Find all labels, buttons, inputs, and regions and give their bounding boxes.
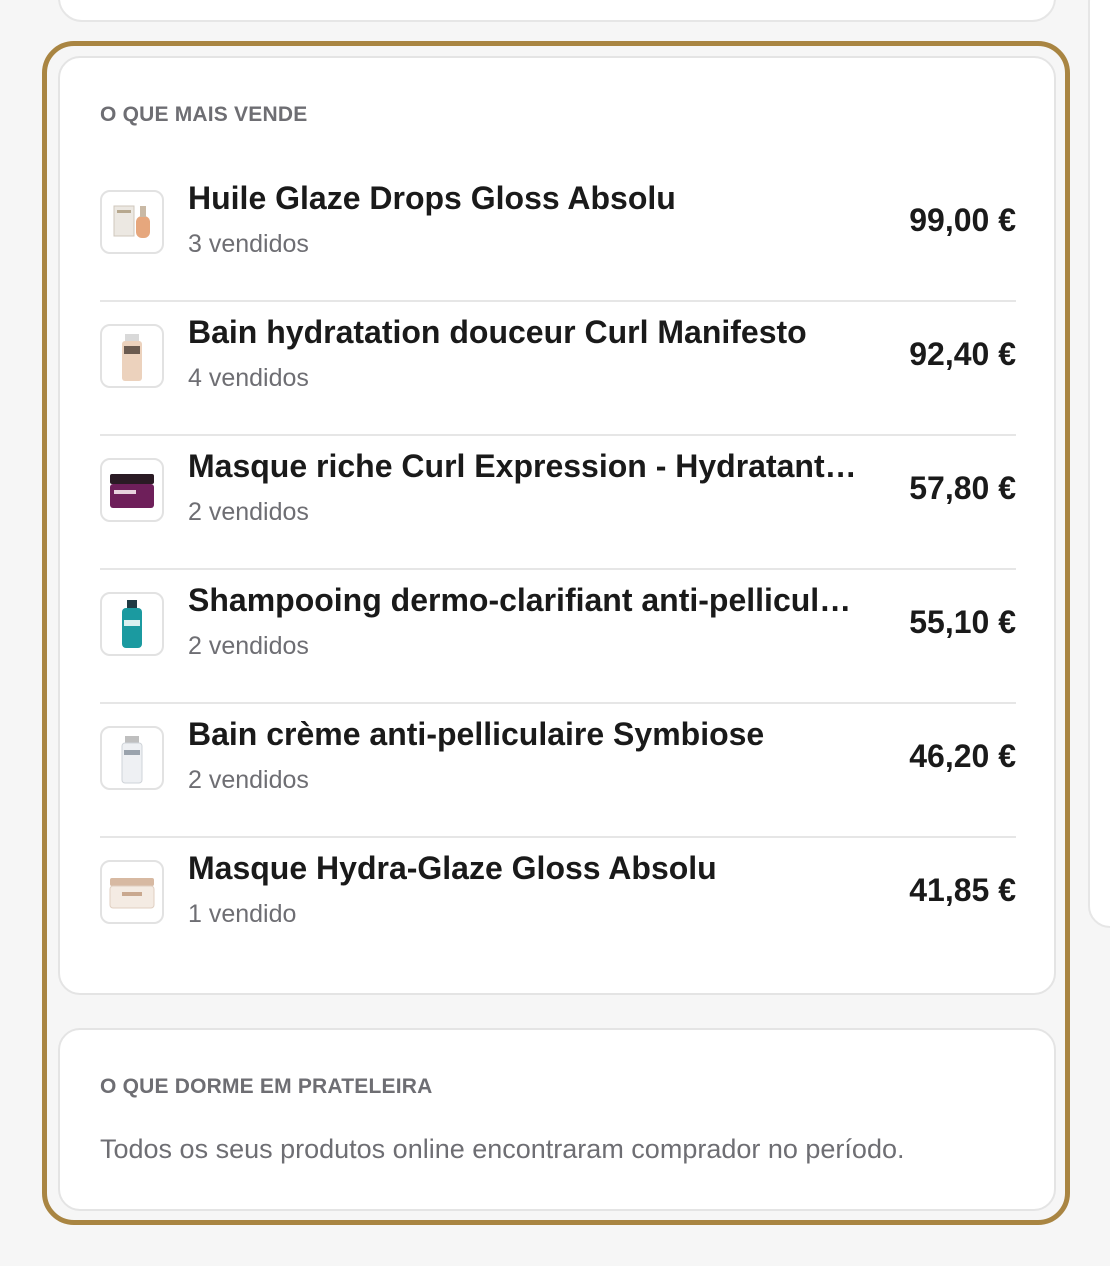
product-sold-count: 2 vendidos [188, 632, 309, 660]
product-price: 57,80 € [909, 470, 1016, 506]
product-name: Masque riche Curl Expression - Hydratant… [188, 448, 857, 484]
product-price: 41,85 € [909, 872, 1016, 908]
side-panel [1088, 0, 1110, 928]
shelf-empty-message: Todos os seus produtos online encontraram comprador no período. [100, 1134, 905, 1164]
product-name: Masque Hydra-Glaze Gloss Absolu [188, 850, 717, 886]
product-price: 55,10 € [909, 604, 1016, 640]
highlight-frame [42, 41, 1070, 1225]
product-price: 92,40 € [909, 336, 1016, 372]
previous-card [58, 0, 1056, 22]
product-sold-count: 1 vendido [188, 900, 297, 928]
product-name: Shampooing dermo-clarifiant anti-pellicul… [188, 582, 852, 618]
product-name: Huile Glaze Drops Gloss Absolu [188, 180, 676, 216]
shelf-title: O QUE DORME EM PRATELEIRA [100, 1075, 433, 1098]
best-sellers-title: O QUE MAIS VENDE [100, 103, 308, 126]
product-price: 46,20 € [909, 738, 1016, 774]
product-name: Bain crème anti-pelliculaire Symbiose [188, 716, 765, 752]
product-sold-count: 2 vendidos [188, 498, 309, 526]
product-name: Bain hydratation douceur Curl Manifesto [188, 314, 807, 350]
product-sold-count: 3 vendidos [188, 230, 309, 258]
product-price: 99,00 € [909, 202, 1016, 238]
product-sold-count: 4 vendidos [188, 364, 309, 392]
product-sold-count: 2 vendidos [188, 766, 309, 794]
